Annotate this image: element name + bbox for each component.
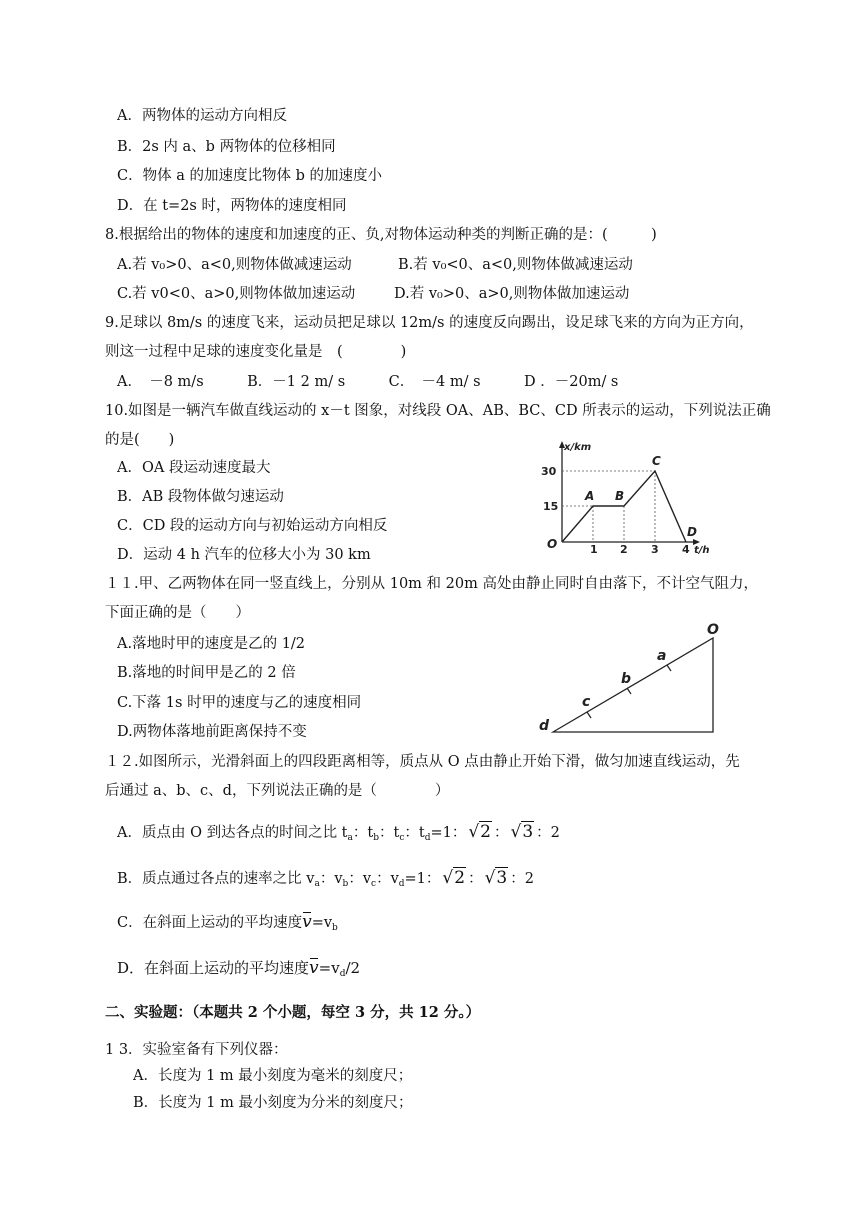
tick-c <box>587 712 591 718</box>
q11-option-c: C.下落 1s 时甲的速度与乙的速度相同 <box>117 695 362 711</box>
q11-option-b: B.落地的时间甲是乙的 2 倍 <box>117 665 296 681</box>
q11-stem-line1: １１.甲、乙两物体在同一竖直线上，分别从 10m 和 20m 高处由静止同时自由落下，不计空气阻力， <box>105 576 758 592</box>
q13-option-b: B．长度为 1 m 最小刻度为分米的刻度尺； <box>133 1095 413 1111</box>
q9-options: A． －8 m/s B．－1 2 m/ s C． －4 m/ s D ．－20m/ s <box>117 374 619 390</box>
q12-stem-line2: 后通过 a、b、c、d，下列说法正确的是（ ） <box>105 783 450 799</box>
q9-stem-line2: 则这一过程中足球的速度变化量是 ( ) <box>105 344 407 360</box>
q12b-end: ：2 <box>510 871 534 887</box>
q12b-sqrt2: √2 <box>442 868 466 888</box>
graph-ylabel: x/km <box>564 442 592 453</box>
incline-triangle <box>553 638 713 732</box>
q11-stem-line2: 下面正确的是（ ） <box>105 605 250 621</box>
incline-label-c: c <box>582 694 591 710</box>
section2-title: 二、实验题：（本题共 2 个小题，每空 3 分，共 12 分。） <box>105 1004 481 1021</box>
q8-option-b: B.若 v₀<0、a<0,则物体做减速运动 <box>398 257 633 273</box>
q11-option-d: D.两物体落地前距离保持不变 <box>117 724 307 740</box>
q7-option-b: B．2s 内 a、b 两物体的位移相同 <box>117 139 336 155</box>
q10-option-b: B．AB 段物体做匀速运动 <box>117 489 284 505</box>
graph-tick-30: 30 <box>541 465 557 478</box>
q12a-prefix: A．质点由 O 到达各点的时间之比 t <box>117 825 348 841</box>
q12b-sub-c: c <box>371 879 377 889</box>
q8-option-d: D.若 v₀>0、a>0,则物体做加速运动 <box>394 286 630 302</box>
q12b-sub-b: b <box>342 879 349 889</box>
q12b-ratio-start: =1： <box>404 871 441 887</box>
graph-tick-t3: 3 <box>651 543 659 556</box>
q13-stem: 1 3．实验室备有下列仪器： <box>105 1042 288 1058</box>
q12b-colon4: ： <box>468 871 483 887</box>
q7-option-c: C．物体 a 的加速度比物体 b 的加速度小 <box>117 168 382 184</box>
q8-option-a: A.若 v₀>0、a<0,则物体做减速运动 <box>117 257 352 273</box>
q12b-sqrt3: √3 <box>484 868 508 888</box>
q12-stem-line1: １２.如图所示，光滑斜面上的四段距离相等，质点从 O 点由静止开始下滑，做匀加速直线运动，先 <box>105 754 740 770</box>
graph-origin: O <box>547 537 558 551</box>
q10-option-c: C．CD 段的运动方向与初始运动方向相反 <box>117 518 388 534</box>
q13-option-a: A．长度为 1 m 最小刻度为毫米的刻度尺； <box>133 1068 413 1084</box>
tick-b <box>627 688 631 694</box>
q12a-ratio-start: =1： <box>430 825 467 841</box>
q12a-sub-d: d <box>424 833 431 843</box>
incline-label-b: b <box>621 671 632 687</box>
q8-stem: 8.根据给出的物体的速度和加速度的正、负,对物体运动种类的判断正确的是：( ) <box>105 227 657 243</box>
incline-label-o: O <box>707 622 719 638</box>
q10-stem-line1: 10.如图是一辆汽车做直线运动的 x－t 图象，对线段 OA、AB、BC、CD 所表示的运动，下列说法正确 <box>105 403 771 419</box>
q12c-prefix: C．在斜面上运动的平均速度 <box>117 915 303 931</box>
q12-option-c <box>117 912 338 938</box>
graph-point-c: C <box>652 454 661 468</box>
q12-option-d <box>117 958 360 984</box>
q12c-sub-b: b <box>332 923 338 933</box>
q8-option-c: C.若 v0<0、a>0,则物体做加速运动 <box>117 286 356 302</box>
q12a-colon2: ： <box>378 825 394 841</box>
q12b-colon3: ： <box>376 871 391 887</box>
q12b-prefix: B．质点通过各点的速率之比 v <box>117 871 315 887</box>
graph-tick-15: 15 <box>543 500 559 513</box>
q10-stem-line2: 的是( ) <box>105 432 175 448</box>
graph-tick-t4: 4 <box>682 543 690 556</box>
q12d-prefix: D．在斜面上运动的平均速度 <box>117 959 310 977</box>
incline-label-d: d <box>539 718 550 734</box>
q12c-v-bar: v <box>302 912 312 932</box>
graph-tick-t2: 2 <box>620 543 628 556</box>
q10-option-a: A．OA 段运动速度最大 <box>117 460 271 476</box>
incline-figure <box>535 618 735 736</box>
graph-tick-t1: 1 <box>590 543 598 556</box>
q12b-sub-d: d <box>398 879 405 889</box>
q12a-colon1: ： <box>352 825 368 841</box>
tick-a <box>667 665 671 671</box>
q12b-sub-a: a <box>314 879 320 889</box>
q12a-sqrt3: √3 <box>510 822 534 842</box>
q12a-sub-c: c <box>399 833 405 843</box>
q9-stem-line1: 9.足球以 8m/s 的速度飞来，运动员把足球以 12m/s 的速度反向踢出，设足球飞来的方向为正方向， <box>105 315 754 331</box>
q10-option-d: D．运动 4 h 汽车的位移大小为 30 km <box>117 547 371 563</box>
q7-option-a: A．两物体的运动方向相反 <box>117 108 287 124</box>
q12d-tail: /2 <box>345 959 361 977</box>
q7-option-d: D．在 t=2s 时，两物体的速度相同 <box>117 198 347 214</box>
q12c-eq: =v <box>311 915 333 931</box>
incline-label-a: a <box>657 648 667 664</box>
graph-point-a: A <box>585 489 595 503</box>
q12d-sub-d: d <box>339 969 346 979</box>
graph-point-b: B <box>615 489 625 503</box>
q12b-colon1: ： <box>319 871 335 887</box>
q12b-colon2: ： <box>348 871 363 887</box>
graph-xlabel: t/h <box>694 545 710 556</box>
q12d-eq: =v <box>318 959 340 977</box>
q12-option-a: A．质点由 O 到达各点的时间之比 $t_a$：$t_b$：$t_c$：$t_d=1$： √2 ： √3 ：2 <box>117 822 560 843</box>
q12a-colon4: ： <box>494 825 509 841</box>
q12a-sub-b: b <box>373 833 379 843</box>
q12a-sqrt2: √2 <box>468 822 491 842</box>
q11-option-a: A.落地时甲的速度是乙的 1/2 <box>117 636 306 652</box>
graph-point-d: D <box>687 525 697 539</box>
q12a-colon3: ： <box>404 825 419 841</box>
q12d-v-bar: v <box>309 958 319 978</box>
q10-xt-graph <box>532 438 722 556</box>
q12-option-b: B．质点通过各点的速率之比 $v_a$：$v_b$：$v_c$：$v_d=1$： √2 ： √3 ：2 <box>117 868 534 889</box>
q12a-sub-a: a <box>347 833 353 843</box>
q12a-end: ：2 <box>536 825 560 841</box>
